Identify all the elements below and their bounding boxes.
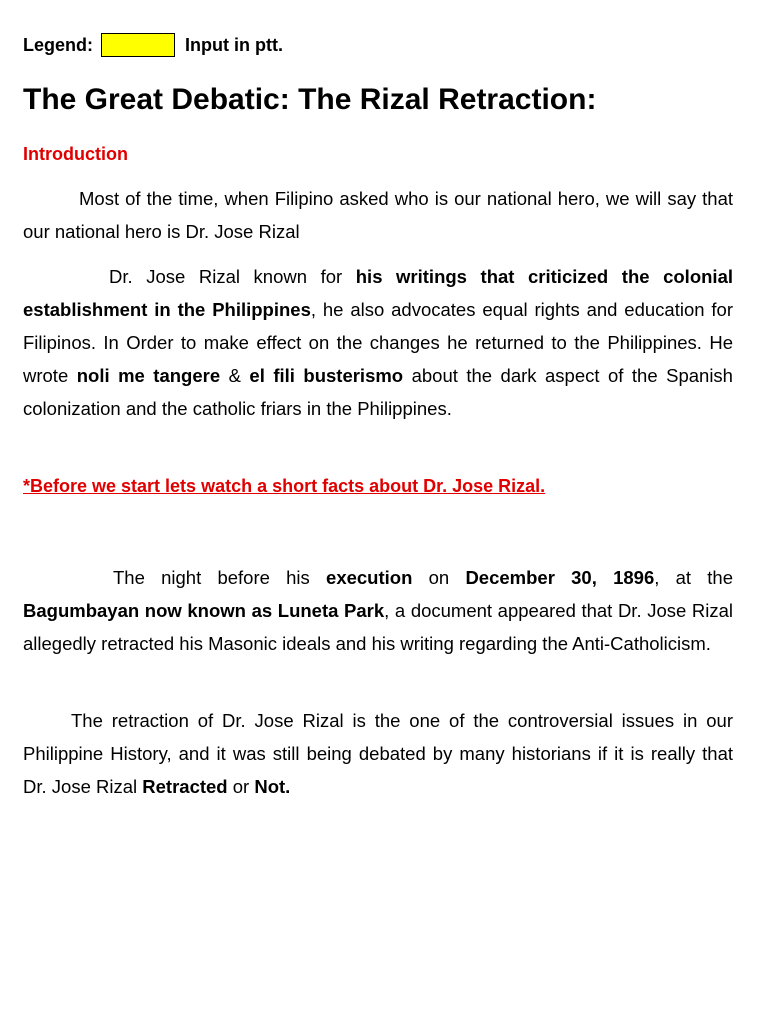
legend-description: Input in ptt. [185, 35, 283, 55]
paragraph-text: & [220, 365, 250, 386]
bold-phrase-noli: noli me tangere [76, 365, 221, 386]
legend-swatch [101, 33, 175, 57]
paragraph-text: Dr. Jose Rizal known for [109, 266, 356, 287]
video-note: *Before we start lets watch a short facts about Dr. Jose Rizal. [23, 476, 546, 496]
bold-phrase-date: December 30, 1896 [465, 567, 655, 588]
paragraph-text: on [412, 567, 466, 588]
paragraph-execution [23, 561, 733, 660]
paragraph-controversy [23, 704, 733, 803]
bold-phrase-execution: execution [326, 567, 413, 588]
paragraph-text: , he also advocates equal rights and education for Filipinos. In Order to make effect on the changes he returned to the Philippines. He wrote [23, 299, 733, 386]
paragraph-text: Most of the time, when Filipino asked who is our national hero, we will say that our national hero is Dr. Jose Rizal [23, 188, 733, 242]
legend [23, 33, 283, 57]
paragraph-text: The night before his [113, 567, 327, 588]
paragraph-text: , a document appeared that Dr. Jose Rizal allegedly retracted his Masonic ideals and his writing regarding the Anti-Catholicism. [23, 600, 734, 654]
paragraph-text: The retraction of Dr. Jose Rizal is the one of the controversial issues in our Philippine History, and it was still being debated by many historians if it is really that Dr. Jose Rizal [23, 710, 733, 797]
document-title: The Great Debatic: The Rizal Retraction: [23, 83, 597, 116]
paragraph-text: or [227, 776, 255, 797]
bold-phrase-not: Not. [254, 776, 291, 797]
bold-phrase-writings: his writings that criticized the colonial establishment in the Philippines [23, 266, 733, 320]
paragraph-national-hero [23, 182, 733, 248]
bold-phrase-retracted: Retracted [142, 776, 228, 797]
paragraph-rizal-writings [23, 260, 733, 425]
bold-phrase-fili: el fili busterismo [249, 365, 404, 386]
legend-label: Legend: [23, 35, 93, 55]
paragraph-text: about the dark aspect of the Spanish colonization and the catholic friars in the Philippines. [23, 365, 733, 419]
bold-phrase-location: Bagumbayan now known as Luneta Park [23, 600, 385, 621]
section-heading-introduction: Introduction [23, 144, 128, 164]
paragraph-text: , at the [654, 567, 733, 588]
